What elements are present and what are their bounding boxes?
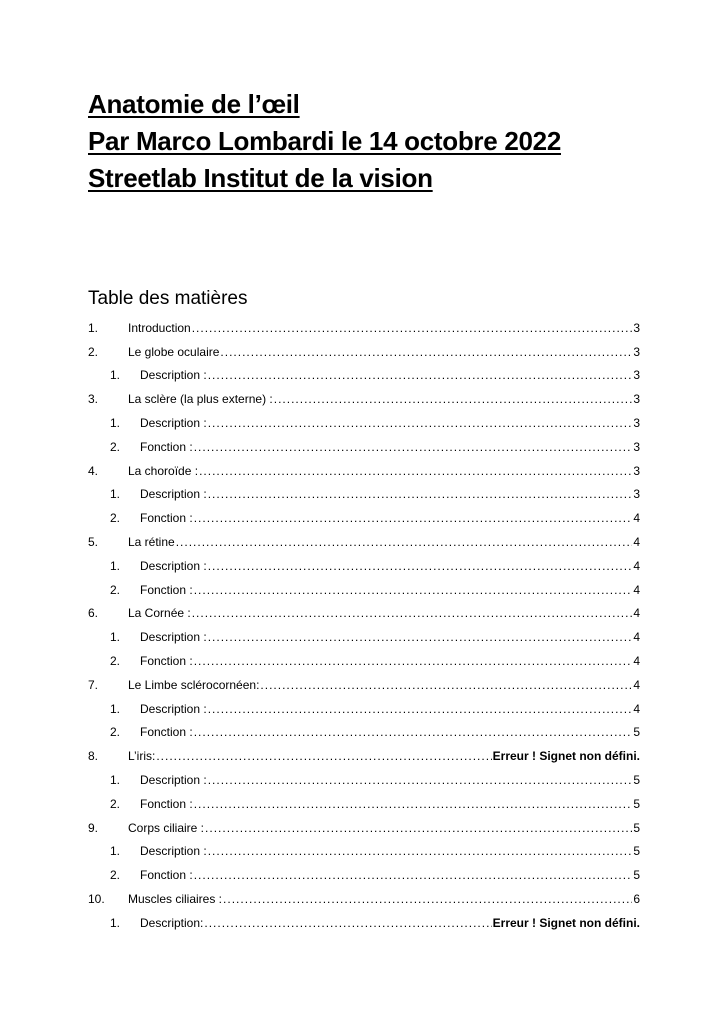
toc-entry-page: 4	[633, 677, 640, 692]
toc-dot-leader	[176, 535, 633, 549]
toc-entry[interactable]	[88, 459, 640, 483]
toc-entry-page: 4	[633, 582, 640, 597]
toc-entry[interactable]	[88, 387, 640, 411]
toc-entry-page: 3	[633, 487, 640, 502]
toc-entry-label: La Cornée :	[128, 606, 191, 621]
toc-entry-number: 1.	[110, 844, 121, 859]
toc-entry-number: 3.	[88, 392, 99, 407]
toc-entry[interactable]	[88, 816, 640, 840]
toc-dot-leader	[208, 844, 633, 858]
toc-dot-leader	[208, 630, 633, 644]
toc-entry-label: Description :	[140, 773, 207, 788]
toc-entry-label: Fonction :	[140, 439, 193, 454]
toc-dot-leader	[194, 583, 633, 597]
toc-entry-label: Fonction :	[140, 582, 193, 597]
toc-subentry[interactable]	[88, 649, 640, 673]
toc-subentry[interactable]	[88, 435, 640, 459]
toc-dot-leader	[274, 392, 633, 406]
toc-dot-leader	[194, 511, 633, 525]
toc-dot-leader	[204, 916, 491, 930]
toc-entry-number: 2.	[110, 511, 121, 526]
toc-entry-label: Muscles ciliaires :	[128, 892, 223, 907]
toc-entry-number: 9.	[88, 820, 99, 835]
toc-entry-label: Fonction :	[140, 796, 193, 811]
toc-entry-label: La choroïde :	[128, 463, 199, 478]
title-line-1: Anatomie de l’œil	[88, 89, 300, 119]
toc-entry-number: 1.	[110, 915, 121, 930]
toc-entry-page: 5	[633, 844, 640, 859]
toc-entry[interactable]	[88, 673, 640, 697]
toc-subentry[interactable]	[88, 506, 640, 530]
toc-entry-number: 1.	[110, 368, 121, 383]
toc-entry-page: 6	[633, 892, 640, 907]
title-line-2: Par Marco Lombardi le 14 octobre 2022	[88, 126, 561, 156]
toc-entry-page: 3	[633, 439, 640, 454]
toc-dot-leader	[194, 868, 633, 882]
toc-entry-number: 1.	[110, 630, 121, 645]
toc-entry-page: 3	[633, 392, 640, 407]
toc-entry-label: Le globe oculaire	[128, 344, 220, 359]
toc-dot-leader	[192, 606, 633, 620]
toc-subentry[interactable]	[88, 840, 640, 864]
toc-subentry[interactable]	[88, 411, 640, 435]
toc-entry-number: 7.	[88, 677, 99, 692]
toc-entry-number: 1.	[110, 701, 121, 716]
toc-entry-label: Description :	[140, 368, 207, 383]
toc-subentry[interactable]	[88, 911, 640, 935]
toc-entry-page: 5	[633, 868, 640, 883]
toc-entry[interactable]	[88, 316, 640, 340]
toc-dot-leader	[194, 654, 633, 668]
toc-entry-number: 2.	[110, 582, 121, 597]
toc-entry-label: Fonction :	[140, 654, 193, 669]
toc-entry-number: 1.	[110, 558, 121, 573]
toc-entry-number: 1.	[88, 320, 99, 335]
toc-subentry[interactable]	[88, 792, 640, 816]
toc-subentry[interactable]	[88, 721, 640, 745]
toc-dot-leader	[208, 702, 633, 716]
toc-entry-page: 4	[633, 654, 640, 669]
toc-entry-label: Description :	[140, 844, 207, 859]
toc-dot-leader	[260, 678, 632, 692]
toc-subentry[interactable]	[88, 863, 640, 887]
toc-dot-leader	[220, 345, 632, 359]
toc-entry-page: 4	[633, 558, 640, 573]
toc-entry-label: Fonction :	[140, 868, 193, 883]
toc-entry-page: 3	[633, 344, 640, 359]
toc-entry-number: 2.	[110, 654, 121, 669]
toc-entry-page: 4	[633, 535, 640, 550]
toc-dot-leader	[156, 749, 491, 763]
toc-entry-number: 6.	[88, 606, 99, 621]
toc-entry-number: 4.	[88, 463, 99, 478]
table-of-contents	[88, 316, 640, 935]
toc-entry[interactable]	[88, 340, 640, 364]
toc-entry-label: Description :	[140, 701, 207, 716]
toc-subentry[interactable]	[88, 768, 640, 792]
toc-entry-label: La rétine	[128, 535, 175, 550]
toc-entry-label: L’iris:	[128, 749, 156, 764]
toc-subentry[interactable]	[88, 483, 640, 507]
toc-heading: Table des matières	[88, 288, 248, 309]
toc-entry-label: Fonction :	[140, 725, 193, 740]
toc-entry-number: 2.	[110, 868, 121, 883]
toc-entry-label: Introduction	[128, 320, 191, 335]
toc-entry-label: La sclère (la plus externe) :	[128, 392, 273, 407]
toc-entry-page: Erreur ! Signet non défini.	[492, 749, 640, 764]
toc-entry-page: 3	[633, 320, 640, 335]
toc-dot-leader	[208, 416, 633, 430]
toc-dot-leader	[208, 487, 633, 501]
toc-entry-label: Corps ciliaire :	[128, 820, 205, 835]
toc-dot-leader	[199, 464, 632, 478]
toc-entry[interactable]	[88, 744, 640, 768]
toc-entry-number: 2.	[88, 344, 99, 359]
toc-dot-leader	[208, 559, 633, 573]
toc-entry-number: 1.	[110, 416, 121, 431]
toc-entry-label: Description :	[140, 630, 207, 645]
toc-dot-leader	[208, 368, 633, 382]
toc-entry-page: 4	[633, 511, 640, 526]
document-title	[88, 86, 648, 197]
toc-entry-label: Description:	[140, 915, 204, 930]
toc-entry-label: Fonction :	[140, 511, 193, 526]
toc-entry-label: Description :	[140, 558, 207, 573]
toc-dot-leader	[205, 821, 632, 835]
toc-entry-number: 1.	[110, 773, 121, 788]
toc-entry[interactable]	[88, 602, 640, 626]
toc-entry-page: 3	[633, 368, 640, 383]
toc-entry-page: 5	[633, 796, 640, 811]
toc-dot-leader	[192, 321, 633, 335]
toc-entry-page: 4	[633, 701, 640, 716]
toc-subentry[interactable]	[88, 578, 640, 602]
toc-subentry[interactable]	[88, 697, 640, 721]
toc-entry-number: 2.	[110, 796, 121, 811]
toc-entry-number: 5.	[88, 535, 99, 550]
toc-entry-page: 4	[633, 630, 640, 645]
toc-entry[interactable]	[88, 887, 640, 911]
toc-subentry[interactable]	[88, 625, 640, 649]
toc-subentry[interactable]	[88, 554, 640, 578]
toc-entry-number: 10.	[88, 892, 105, 907]
toc-entry-page: 5	[633, 773, 640, 788]
toc-dot-leader	[194, 797, 633, 811]
toc-entry[interactable]	[88, 530, 640, 554]
toc-entry-number: 2.	[110, 439, 121, 454]
toc-dot-leader	[194, 725, 633, 739]
toc-entry-number: 8.	[88, 749, 99, 764]
toc-dot-leader	[194, 440, 633, 454]
toc-entry-number: 2.	[110, 725, 121, 740]
toc-dot-leader	[223, 892, 632, 906]
toc-entry-label: Description :	[140, 416, 207, 431]
toc-entry-page: 5	[633, 725, 640, 740]
toc-entry-page: 4	[633, 606, 640, 621]
toc-dot-leader	[208, 773, 633, 787]
toc-entry-page: 3	[633, 463, 640, 478]
toc-entry-page: 5	[633, 820, 640, 835]
toc-subentry[interactable]	[88, 364, 640, 388]
title-line-3: Streetlab Institut de la vision	[88, 163, 433, 193]
toc-entry-label: Description :	[140, 487, 207, 502]
toc-entry-label: Le Limbe sclérocornéen:	[128, 677, 260, 692]
toc-entry-number: 1.	[110, 487, 121, 502]
toc-entry-page: Erreur ! Signet non défini.	[492, 915, 640, 930]
toc-entry-page: 3	[633, 416, 640, 431]
